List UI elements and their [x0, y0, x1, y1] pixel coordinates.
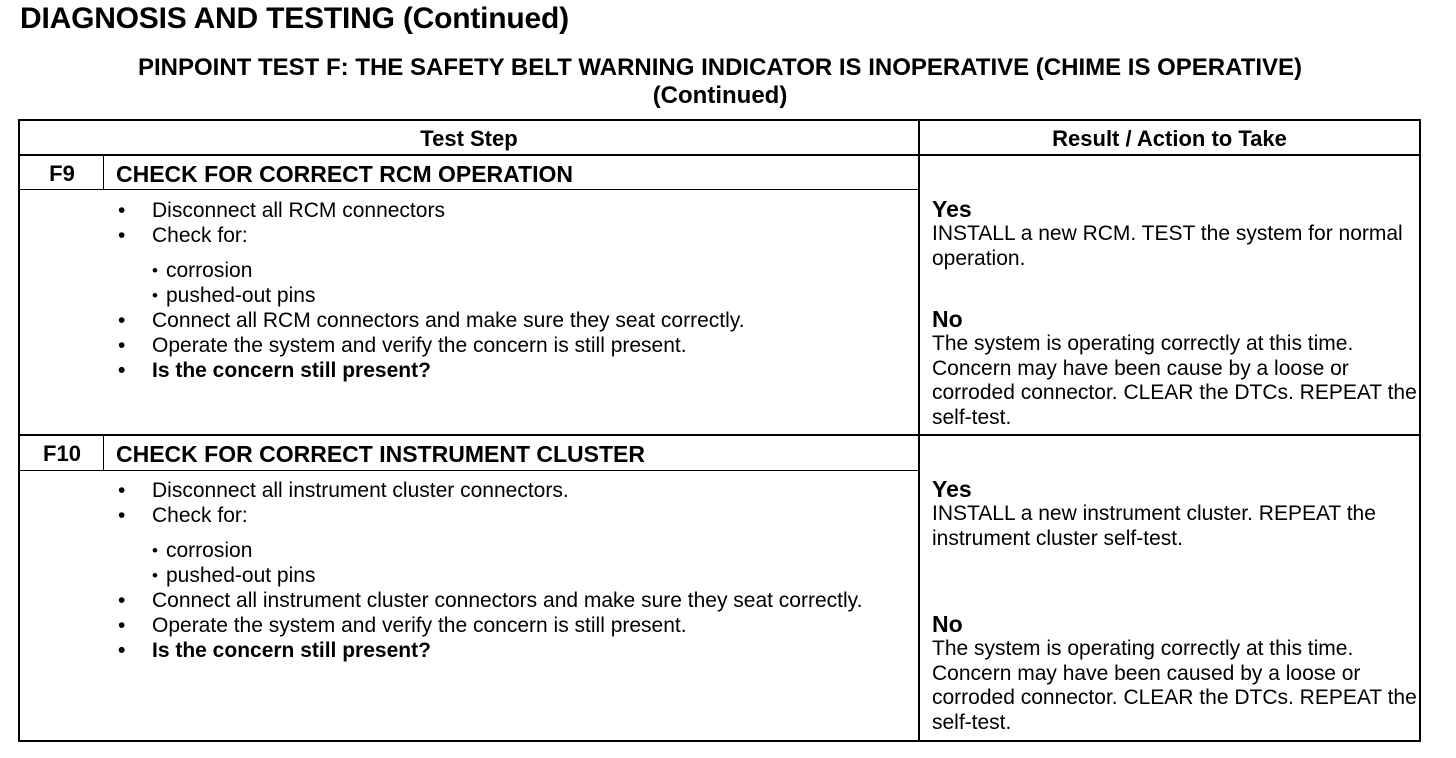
step-f10-result-no	[932, 611, 1418, 735]
list-item: • Connect all RCM connectors and make sure they seat correctly.	[114, 308, 914, 333]
list-item	[114, 503, 884, 588]
list-item: • Operate the system and verify the concern is still present.	[114, 613, 884, 638]
step-f10-check-list	[152, 538, 884, 588]
sub-list-item: • pushed-out pins	[152, 563, 884, 588]
step-f9-check-list	[152, 258, 914, 308]
sub-list-item: • pushed-out pins	[152, 283, 914, 308]
step-title-f10: CHECK FOR CORRECT INSTRUMENT CLUSTER	[116, 441, 645, 467]
yes-action: INSTALL a new RCM. TEST the system for normal operation.	[932, 222, 1403, 270]
list-item: • Connect all instrument cluster connectors and make sure they seat correctly.	[114, 588, 884, 613]
list-item: • Disconnect all RCM connectors	[114, 198, 914, 223]
step-divider	[20, 434, 1419, 436]
yes-label: Yes	[932, 196, 972, 222]
step-id-f10: F10	[43, 441, 81, 466]
step-f10-actions	[114, 478, 884, 663]
sub-list-item: • corrosion	[152, 258, 914, 283]
column-header-test-step: Test Step	[420, 126, 518, 151]
step-id-f9: F9	[49, 161, 75, 186]
pinpoint-test-title	[0, 54, 1440, 110]
column-divider	[918, 121, 920, 740]
f10-title-divider	[20, 470, 918, 471]
step-f9-result-no	[932, 306, 1418, 430]
list-item: • Disconnect all instrument cluster connectors.	[114, 478, 884, 503]
yes-label: Yes	[932, 476, 972, 502]
no-action: The system is operating correctly at this time. Concern may have been caused by a loose or corroded connector. CLEAR the DTCs. REPEAT the self-test.	[932, 637, 1417, 734]
no-label: No	[932, 306, 963, 332]
list-item-label: Check for:	[152, 504, 248, 527]
no-action: The system is operating correctly at this time. Concern may have been cause by a loose or corroded connector. CLEAR the DTCs. REPEAT the self-test.	[932, 332, 1417, 429]
step-f9-actions	[114, 198, 914, 383]
list-item-label: Check for:	[152, 224, 248, 247]
step-title-f9: CHECK FOR CORRECT RCM OPERATION	[116, 161, 574, 187]
step-f10-result-yes	[932, 476, 1402, 551]
list-item	[114, 223, 914, 308]
column-header-result: Result / Action to Take	[1052, 126, 1287, 151]
list-item-question: • Is the concern still present?	[114, 638, 884, 663]
pinpoint-test-title-line1: PINPOINT TEST F: THE SAFETY BELT WARNING INDICATOR IS INOPERATIVE (CHIME IS OPERATIVE)	[137, 54, 1303, 81]
list-item-question: • Is the concern still present?	[114, 358, 914, 383]
step-f9-result-yes	[932, 196, 1418, 271]
yes-action: INSTALL a new instrument cluster. REPEAT the instrument cluster self-test.	[932, 502, 1376, 550]
pinpoint-test-title-line2: (Continued)	[652, 82, 788, 109]
test-table	[18, 119, 1421, 742]
sub-list-item: • corrosion	[152, 538, 884, 563]
no-label: No	[932, 611, 963, 637]
page-title: DIAGNOSIS AND TESTING (Continued)	[20, 2, 569, 35]
list-item: • Operate the system and verify the concern is still present.	[114, 333, 914, 358]
